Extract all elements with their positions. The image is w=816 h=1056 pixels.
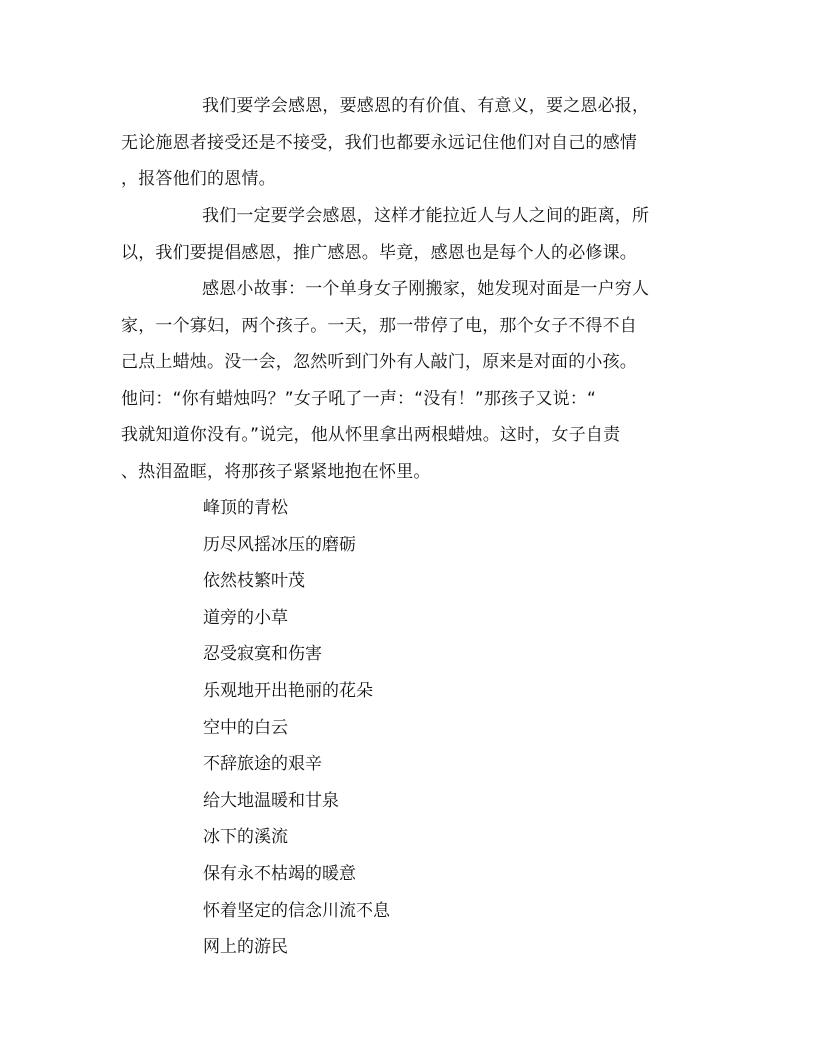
paragraph-line: 以，我们要提倡感恩，推广感恩。毕竟，感恩也是每个人的必修课。: [121, 242, 637, 263]
paragraph-line: 无论施恩者接受还是不接受，我们也都要永远记住他们对自己的感情: [121, 132, 637, 153]
paragraph-line: 己点上蜡烛。没一会，忽然听到门外有人敲门，原来是对面的小孩。: [121, 352, 637, 372]
paragraph-gratitude-intro: [121, 88, 696, 198]
poem-line: 空中的白云: [203, 717, 288, 738]
poem-line: 不辞旅途的艰辛: [203, 754, 322, 775]
poem: [203, 490, 390, 966]
paragraph-line: 我就知道你没有。”说完，他从怀里拿出两根蜡烛。这时，女子自责: [121, 425, 621, 445]
paragraph-line: 感恩小故事：一个单身女子刚搬家，她发现对面是一户穷人: [202, 279, 650, 299]
poem-line: 峰顶的青松: [203, 498, 288, 518]
poem-line: 怀着坚定的信念川流不息: [203, 900, 390, 921]
paragraph-line: 家，一个寡妇，两个孩子。一天，那一带停了电，那个女子不得不自: [121, 315, 637, 336]
poem-line: 历尽风摇冰压的磨砺: [203, 534, 356, 555]
paragraph-learn-gratitude: [121, 198, 696, 271]
paragraph-line: 、热泪盈眶，将那孩子紧紧地抱在怀里。: [121, 461, 431, 482]
paragraph-line: 我们要学会感恩，要感恩的有价值、有意义，要之恩必报，: [202, 96, 650, 116]
poem-line: 道旁的小草: [203, 607, 288, 628]
paragraph-gratitude-story: [121, 271, 696, 490]
poem-line: 忍受寂寞和伤害: [203, 644, 322, 665]
paragraph-line: 他问：“你有蜡烛吗？”女子吼了一声：“没有！”那孩子又说：“: [121, 388, 597, 409]
poem-line: 依然枝繁叶茂: [203, 571, 305, 592]
poem-line: 冰下的溪流: [203, 827, 288, 848]
poem-line: 网上的游民: [203, 937, 288, 958]
poem-line: 给大地温暖和甘泉: [203, 790, 339, 811]
poem-line: 保有永不枯竭的暖意: [203, 863, 356, 884]
paragraph-line: ，报答他们的恩情。: [121, 169, 276, 189]
poem-line: 乐观地开出艳丽的花朵: [203, 680, 373, 701]
paragraph-line: 我们一定要学会感恩，这样才能拉近人与人之间的距离，所: [202, 206, 650, 226]
